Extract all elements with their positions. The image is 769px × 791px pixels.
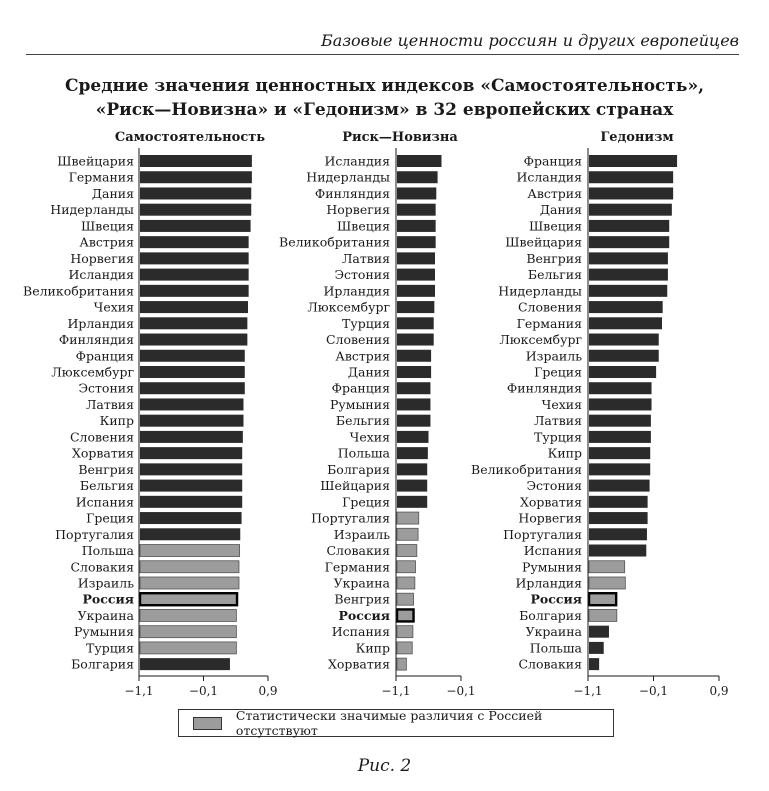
tick-label-швеция: Швеция	[337, 218, 390, 234]
bar-исландия	[140, 269, 249, 281]
bar-франция	[140, 350, 245, 362]
tick-label-ирландия: Ирландия	[515, 575, 582, 591]
bar-румыния	[589, 561, 625, 573]
bar-хорватия	[140, 447, 242, 459]
chart-title: Риск—Новизна	[342, 130, 458, 145]
x-tick-label: −0,1	[188, 684, 219, 698]
tick-label-испания: Испания	[523, 543, 582, 559]
bar-германия	[589, 317, 662, 329]
tick-label-чехия: Чехия	[349, 429, 390, 445]
tick-label-великобритания: Великобритания	[279, 234, 390, 250]
bar-исландия	[397, 155, 442, 167]
tick-label-бельгия: Бельгия	[79, 478, 134, 494]
bar-греция	[589, 366, 656, 378]
tick-label-болгария: Болгария	[71, 656, 134, 672]
figure-title-line-1: Средние значения ценностных индексов «Самостоятельность»,	[64, 76, 705, 96]
bar-чехия	[589, 398, 652, 410]
tick-label-израиль: Израиль	[525, 348, 582, 364]
tick-label-словакия: Словакия	[70, 559, 134, 575]
tick-label-австрия: Австрия	[79, 234, 134, 250]
bar-румыния	[140, 626, 236, 638]
bar-швеция	[397, 220, 436, 232]
bar-люксембург	[140, 366, 245, 378]
tick-label-турция: Турция	[86, 640, 134, 656]
tick-label-ирландия: Ирландия	[323, 283, 390, 299]
legend-swatch	[193, 717, 222, 730]
tick-label-болгария: Болгария	[327, 461, 390, 477]
bar-германия	[140, 171, 252, 183]
bar-люксембург	[397, 301, 434, 313]
tick-label-эстония: Эстония	[334, 267, 390, 283]
bar-словения	[397, 334, 434, 346]
bar-израиль	[140, 577, 239, 589]
tick-label-австрия: Австрия	[527, 185, 582, 201]
tick-label-чехия: Чехия	[93, 299, 134, 315]
bar-финляндия	[140, 334, 247, 346]
tick-label-ирландия: Ирландия	[67, 315, 134, 331]
bar-россия	[397, 609, 414, 621]
tick-label-норвегия: Норвегия	[70, 250, 134, 266]
tick-label-румыния: Румыния	[74, 624, 134, 640]
bar-эстония	[589, 480, 650, 492]
bar-болгария	[140, 658, 230, 670]
tick-label-латвия: Латвия	[85, 396, 134, 412]
tick-label-кипр: Кипр	[547, 445, 582, 461]
tick-label-люксембург: Люксембург	[307, 299, 390, 315]
bar-нидерланды	[589, 285, 667, 297]
bar-норвегия	[140, 252, 249, 264]
bar-румыния	[397, 398, 430, 410]
chart-title: Самостоятельность	[114, 130, 266, 145]
bar-исландия	[589, 171, 673, 183]
figure-title-line-2: «Риск—Новизна» и «Гедонизм» в 32 европейских странах	[95, 100, 674, 120]
tick-label-латвия: Латвия	[341, 250, 390, 266]
bar-бельгия	[140, 480, 242, 492]
bar-испания	[397, 626, 413, 638]
tick-label-швейцария: Швейцария	[57, 153, 134, 169]
tick-label-греция: Греция	[342, 494, 390, 510]
bar-россия	[589, 593, 616, 605]
tick-label-люксембург: Люксембург	[499, 332, 582, 348]
bar-турция	[397, 317, 434, 329]
bar-швейцария	[589, 236, 669, 248]
tick-label-великобритания: Великобритания	[471, 461, 582, 477]
bar-турция	[140, 642, 236, 654]
tick-label-люксембург: Люксембург	[51, 364, 134, 380]
tick-label-словакия: Словакия	[518, 656, 582, 672]
tick-label-исландия: Исландия	[68, 267, 134, 283]
tick-label-греция: Греция	[534, 364, 582, 380]
bar-словакия	[140, 561, 239, 573]
chart-panel-3	[471, 130, 729, 698]
tick-label-великобритания: Великобритания	[23, 283, 134, 299]
bar-кипр	[589, 447, 650, 459]
tick-label-исландия: Исландия	[516, 169, 582, 185]
tick-label-нидерланды: Нидерланды	[306, 169, 390, 185]
tick-label-дания: Дания	[91, 185, 134, 201]
bar-эстония	[140, 382, 245, 394]
tick-label-эстония: Эстония	[78, 380, 134, 396]
bar-дания	[589, 204, 672, 216]
tick-label-кипр: Кипр	[355, 640, 390, 656]
bar-финляндия	[589, 382, 652, 394]
tick-label-словакия: Словакия	[326, 543, 390, 559]
bar-кипр	[397, 642, 412, 654]
bar-ирландия	[140, 317, 247, 329]
tick-label-дания: Дания	[347, 364, 390, 380]
tick-label-венгрия: Венгрия	[526, 250, 582, 266]
tick-label-румыния: Румыния	[522, 559, 582, 575]
x-tick-label: −0,1	[446, 684, 476, 698]
tick-label-австрия: Австрия	[335, 348, 390, 364]
tick-label-хорватия: Хорватия	[71, 445, 134, 461]
bar-польша	[140, 545, 240, 557]
bar-нидерланды	[397, 171, 438, 183]
bar-шейцария	[397, 480, 427, 492]
bar-латвия	[140, 398, 243, 410]
tick-label-россия: Россия	[82, 591, 134, 607]
tick-label-польша: Польша	[81, 543, 134, 559]
tick-label-израиль: Израиль	[77, 575, 134, 591]
tick-label-хорватия: Хорватия	[519, 494, 582, 510]
tick-label-турция: Турция	[342, 315, 390, 331]
tick-label-греция: Греция	[86, 510, 134, 526]
bar-венгрия	[397, 593, 414, 605]
bar-словакия	[589, 658, 599, 670]
bar-португалия	[140, 528, 240, 540]
bar-латвия	[589, 415, 651, 427]
bar-бельгия	[589, 269, 668, 281]
tick-label-швейцария: Швейцария	[505, 234, 582, 250]
bar-кипр	[140, 415, 243, 427]
bar-венгрия	[140, 463, 242, 475]
tick-label-швеция: Швеция	[81, 218, 134, 234]
bar-швеция	[140, 220, 251, 232]
tick-label-чехия: Чехия	[541, 396, 582, 412]
bar-норвегия	[589, 512, 648, 524]
tick-label-венгрия: Венгрия	[78, 461, 134, 477]
tick-label-словения: Словения	[325, 332, 390, 348]
bar-швеция	[589, 220, 669, 232]
x-tick-label: −1,1	[573, 684, 603, 698]
bar-франция	[589, 155, 677, 167]
bar-португалия	[397, 512, 419, 524]
bar-германия	[397, 561, 416, 573]
bar-великобритания	[397, 236, 436, 248]
bar-латвия	[397, 252, 435, 264]
tick-label-украина: Украина	[77, 607, 134, 623]
bar-турция	[589, 431, 651, 443]
bar-швейцария	[140, 155, 252, 167]
bar-болгария	[397, 463, 427, 475]
tick-label-норвегия: Норвегия	[326, 202, 390, 218]
bar-нидерланды	[140, 204, 251, 216]
bar-чехия	[140, 301, 248, 313]
tick-label-бельгия: Бельгия	[335, 413, 390, 429]
bar-испания	[589, 545, 646, 557]
tick-label-хорватия: Хорватия	[327, 656, 390, 672]
bar-словения	[589, 301, 663, 313]
x-tick-label: −1,1	[381, 684, 411, 698]
tick-label-турция: Турция	[534, 429, 582, 445]
tick-label-польша: Польша	[337, 445, 390, 461]
tick-label-испания: Испания	[75, 494, 134, 510]
bar-украина	[397, 577, 415, 589]
bar-дания	[140, 187, 251, 199]
bar-греция	[397, 496, 427, 508]
tick-label-дания: Дания	[539, 202, 582, 218]
tick-label-норвегия: Норвегия	[518, 510, 582, 526]
bar-польша	[397, 447, 428, 459]
bar-чехия	[397, 431, 429, 443]
tick-label-бельгия: Бельгия	[527, 267, 582, 283]
bar-израиль	[397, 528, 418, 540]
tick-label-швеция: Швеция	[529, 218, 582, 234]
tick-label-украина: Украина	[333, 575, 390, 591]
bar-украина	[589, 626, 609, 638]
tick-label-румыния: Румыния	[330, 396, 390, 412]
tick-label-финляндия: Финляндия	[314, 185, 390, 201]
tick-label-португалия: Португалия	[55, 526, 134, 542]
tick-label-франция: Франция	[523, 153, 582, 169]
x-tick-label: 0,9	[709, 684, 729, 698]
tick-label-нидерланды: Нидерланды	[50, 202, 134, 218]
bar-норвегия	[397, 204, 436, 216]
tick-label-шейцария: Шейцария	[320, 478, 390, 494]
bar-греция	[140, 512, 242, 524]
chart-panel-2	[279, 130, 476, 698]
tick-label-кипр: Кипр	[99, 413, 134, 429]
tick-label-польша: Польша	[529, 640, 582, 656]
tick-label-россия: Россия	[530, 591, 582, 607]
bar-хорватия	[589, 496, 648, 508]
tick-label-финляндия: Финляндия	[58, 332, 134, 348]
x-tick-label: −0,1	[638, 684, 669, 698]
tick-label-россия: Россия	[338, 607, 390, 623]
tick-label-франция: Франция	[75, 348, 134, 364]
bar-великобритания	[140, 285, 249, 297]
bar-израиль	[589, 350, 659, 362]
bar-португалия	[589, 528, 647, 540]
bar-франция	[397, 382, 430, 394]
legend	[178, 709, 614, 737]
bar-польша	[589, 642, 604, 654]
tick-label-болгария: Болгария	[519, 607, 582, 623]
tick-label-нидерланды: Нидерланды	[498, 283, 582, 299]
tick-label-финляндия: Финляндия	[506, 380, 582, 396]
bar-ирландия	[397, 285, 435, 297]
bar-великобритания	[589, 463, 650, 475]
bar-венгрия	[589, 252, 668, 264]
bar-россия	[140, 593, 237, 605]
bar-австрия	[397, 350, 431, 362]
tick-label-португалия: Португалия	[503, 526, 582, 542]
tick-label-португалия: Португалия	[311, 510, 390, 526]
bar-испания	[140, 496, 242, 508]
tick-label-германия: Германия	[516, 315, 582, 331]
bar-австрия	[589, 187, 673, 199]
x-tick-label: 0,9	[258, 684, 278, 698]
figure-caption: Рис. 2	[357, 756, 412, 776]
bar-ирландия	[589, 577, 625, 589]
tick-label-франция: Франция	[331, 380, 390, 396]
bar-австрия	[140, 236, 249, 248]
chart-panel-1	[23, 130, 278, 698]
chart-title: Гедонизм	[600, 130, 674, 145]
tick-label-словения: Словения	[69, 429, 134, 445]
bar-хорватия	[397, 658, 406, 670]
bar-бельгия	[397, 415, 430, 427]
bar-украина	[140, 609, 236, 621]
bar-люксембург	[589, 334, 659, 346]
tick-label-германия: Германия	[68, 169, 134, 185]
bar-словения	[140, 431, 243, 443]
tick-label-эстония: Эстония	[526, 478, 582, 494]
running-title: Базовые ценности россиян и других европейцев	[26, 28, 739, 55]
bar-словакия	[397, 545, 417, 557]
tick-label-латвия: Латвия	[533, 413, 582, 429]
x-tick-label: −1,1	[124, 684, 154, 698]
tick-label-исландия: Исландия	[324, 153, 390, 169]
legend-label: Статистически значимые различия с Россией отсутствуют	[235, 708, 543, 738]
bar-болгария	[589, 609, 617, 621]
tick-label-германия: Германия	[324, 559, 390, 575]
bar-дания	[397, 366, 431, 378]
tick-label-словения: Словения	[517, 299, 582, 315]
bar-эстония	[397, 269, 435, 281]
tick-label-испания: Испания	[331, 624, 390, 640]
tick-label-израиль: Израиль	[333, 526, 390, 542]
tick-label-венгрия: Венгрия	[334, 591, 390, 607]
tick-label-украина: Украина	[525, 624, 582, 640]
bar-финляндия	[397, 187, 436, 199]
